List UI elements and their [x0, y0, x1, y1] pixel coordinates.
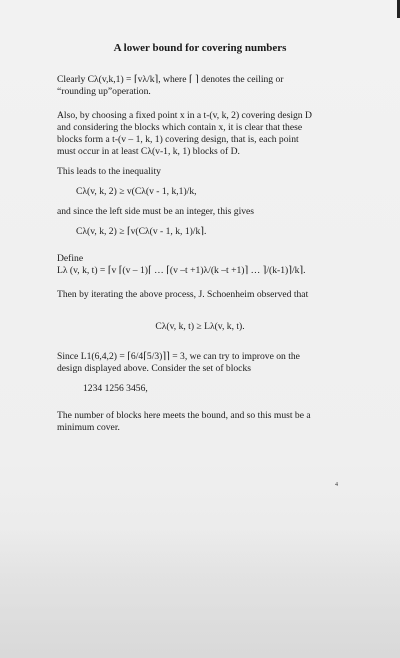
equation-line: Lλ (v, k, t) = ⌈v ⌈(v – 1)⌈ … ⌈(v –t +1)λ/(k –t +1)⌉ … ⌉/(k-1)⌉/k⌉. — [57, 265, 306, 276]
paragraph-line: The number of blocks here meets the bound, and so this must be a — [57, 410, 311, 421]
paragraph-line: “rounding up”operation. — [57, 86, 151, 97]
paragraph-line: This leads to the inequality — [57, 166, 161, 177]
paragraph-line: Then by iterating the above process, J. Schoenheim observed that — [57, 289, 309, 300]
equation-line: Cλ(v, k, 2) ≥ v(Cλ(v - 1, k,1)/k, — [76, 186, 197, 197]
block-list: 1234 1256 3456, — [83, 383, 148, 394]
paragraph-line: must occur in at least Cλ(v-1, k, 1) blocks of D. — [57, 146, 240, 157]
paragraph-line: design displayed above. Consider the set of blocks — [57, 363, 251, 374]
paragraph-line: and since the left side must be an integer, this gives — [57, 206, 255, 217]
paragraph-line: and considering the blocks which contain x, it is clear that these — [57, 122, 303, 133]
paragraph-line: minimum cover. — [57, 422, 120, 433]
paragraph-line: Clearly Cλ(v,k,1) = ⌈vλ/k⌉, where ⌈ ⌉ denotes the ceiling or — [57, 74, 284, 85]
paragraph-line: Since L1(6,4,2) = ⌈6/4⌈5/3)⌉⌉ = 3, we can try to improve on the — [57, 351, 300, 362]
paragraph-line: Define — [57, 253, 84, 264]
section-title: A lower bound for covering numbers — [113, 42, 287, 54]
equation-line: Cλ(v, k, t) ≥ Lλ(v, k, t). — [155, 321, 245, 332]
scan-shadow — [0, 526, 400, 658]
paragraph-line: blocks form a t-(v – 1, k, 1) covering design, that is, each point — [57, 134, 299, 145]
equation-line: Cλ(v, k, 2) ≥ ⌈v(Cλ(v - 1, k, 1)/k⌉. — [76, 226, 207, 237]
paragraph-line: Also, by choosing a fixed point x in a t-(v, k, 2) covering design D — [57, 110, 312, 121]
page-number: 4 — [335, 482, 338, 488]
